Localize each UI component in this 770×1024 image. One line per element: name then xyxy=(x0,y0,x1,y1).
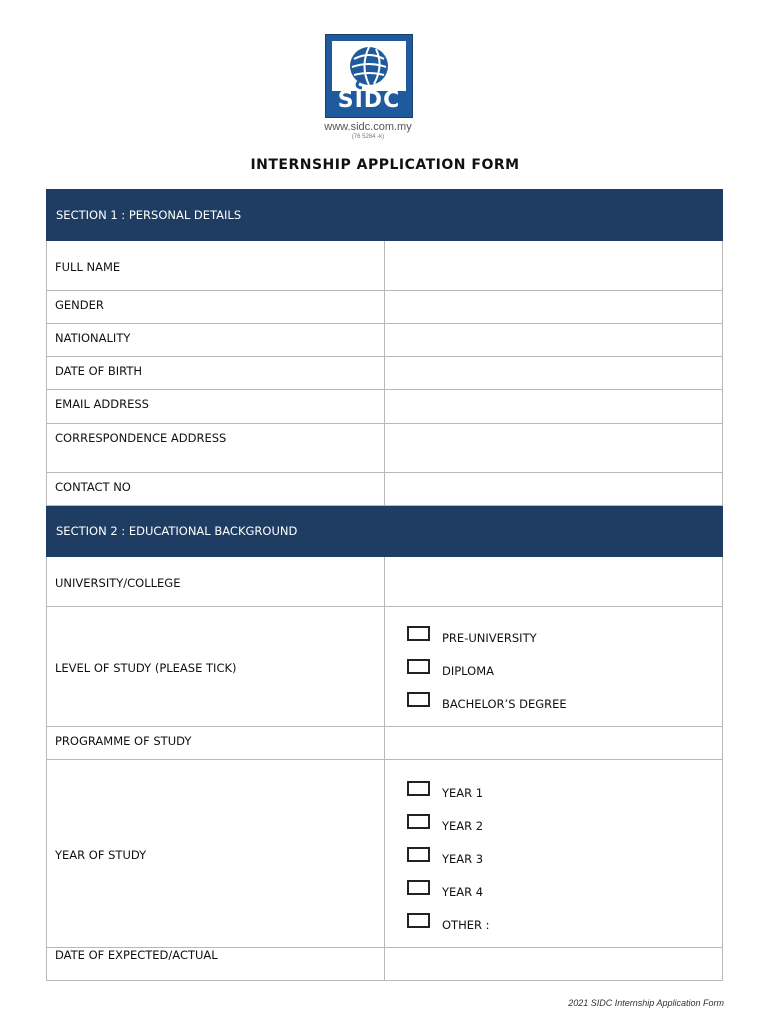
checkbox-diploma[interactable] xyxy=(407,659,430,674)
section-2-header-row xyxy=(47,506,723,557)
option-label: YEAR 1 xyxy=(442,785,484,800)
checkbox-year-3[interactable] xyxy=(407,847,430,862)
date-of-birth-field[interactable] xyxy=(385,357,723,390)
gender-label: GENDER xyxy=(47,291,385,324)
form-title: INTERNSHIP APPLICATION FORM xyxy=(250,157,520,173)
email-address-field[interactable] xyxy=(385,390,723,424)
section-1-header: SECTION 1 : PERSONAL DETAILS xyxy=(47,190,723,241)
form-row xyxy=(47,948,723,981)
year-option[interactable] xyxy=(407,908,722,941)
correspondence-address-label: CORRESPONDENCE ADDRESS xyxy=(47,424,385,473)
year-of-study-label: YEAR OF STUDY xyxy=(47,760,385,948)
checkbox-other[interactable] xyxy=(407,913,430,928)
level-option[interactable] xyxy=(407,621,722,654)
programme-of-study-field[interactable] xyxy=(385,727,723,760)
nationality-label: NATIONALITY xyxy=(47,324,385,357)
full-name-field[interactable] xyxy=(385,241,723,291)
globe-icon xyxy=(332,41,406,91)
form-row xyxy=(47,727,723,760)
date-of-birth-label: DATE OF BIRTH xyxy=(47,357,385,390)
section-1-header-row xyxy=(47,190,723,241)
checkbox-year-4[interactable] xyxy=(407,880,430,895)
full-name-label: FULL NAME xyxy=(47,241,385,291)
section-2-header: SECTION 2 : EDUCATIONAL BACKGROUND xyxy=(47,506,723,557)
nationality-field[interactable] xyxy=(385,324,723,357)
email-address-label: EMAIL ADDRESS xyxy=(47,390,385,424)
year-option[interactable] xyxy=(407,809,722,842)
checkbox-year-1[interactable] xyxy=(407,781,430,796)
option-label: YEAR 2 xyxy=(442,818,484,833)
checkbox-bachelors-degree[interactable] xyxy=(407,692,430,707)
university-label: UNIVERSITY/COLLEGE xyxy=(47,557,385,607)
form-row xyxy=(47,473,723,506)
contact-no-label: CONTACT NO xyxy=(47,473,385,506)
form-row xyxy=(47,390,723,424)
year-of-study-options xyxy=(385,760,723,948)
form-row xyxy=(47,357,723,390)
level-of-study-options xyxy=(385,607,723,727)
correspondence-address-field[interactable] xyxy=(385,424,723,473)
year-option[interactable] xyxy=(407,875,722,908)
date-expected-label: DATE OF EXPECTED/ACTUAL xyxy=(47,948,385,981)
company-registration: (76 5264 -k) xyxy=(351,134,385,140)
university-field[interactable] xyxy=(385,557,723,607)
gender-field[interactable] xyxy=(385,291,723,324)
option-label: DIPLOMA xyxy=(442,663,495,678)
contact-no-field[interactable] xyxy=(385,473,723,506)
option-label: BACHELOR’S DEGREE xyxy=(442,696,567,711)
website-url: www.sidc.com.my xyxy=(324,121,412,133)
form-row xyxy=(47,324,723,357)
level-option[interactable] xyxy=(407,654,722,687)
date-expected-field[interactable] xyxy=(385,948,723,981)
level-option[interactable] xyxy=(407,687,722,720)
option-label: PRE-UNIVERSITY xyxy=(442,630,537,645)
option-label: YEAR 3 xyxy=(442,851,484,866)
option-label: OTHER : xyxy=(442,917,490,932)
form-row xyxy=(47,607,723,727)
form-row xyxy=(47,291,723,324)
checkbox-pre-university[interactable] xyxy=(407,626,430,641)
year-option[interactable] xyxy=(407,776,722,809)
sidc-logo xyxy=(325,34,413,118)
programme-of-study-label: PROGRAMME OF STUDY xyxy=(47,727,385,760)
year-option[interactable] xyxy=(407,842,722,875)
form-row xyxy=(47,557,723,607)
logo-text: SIDC xyxy=(337,88,401,113)
checkbox-year-2[interactable] xyxy=(407,814,430,829)
form-row xyxy=(47,760,723,948)
form-row xyxy=(47,424,723,473)
footer-text: 2021 SIDC Internship Application Form xyxy=(568,998,724,1008)
form-row xyxy=(47,241,723,291)
level-of-study-label: LEVEL OF STUDY (PLEASE TICK) xyxy=(47,607,385,727)
application-form-table xyxy=(46,189,723,981)
option-label: YEAR 4 xyxy=(442,884,484,899)
